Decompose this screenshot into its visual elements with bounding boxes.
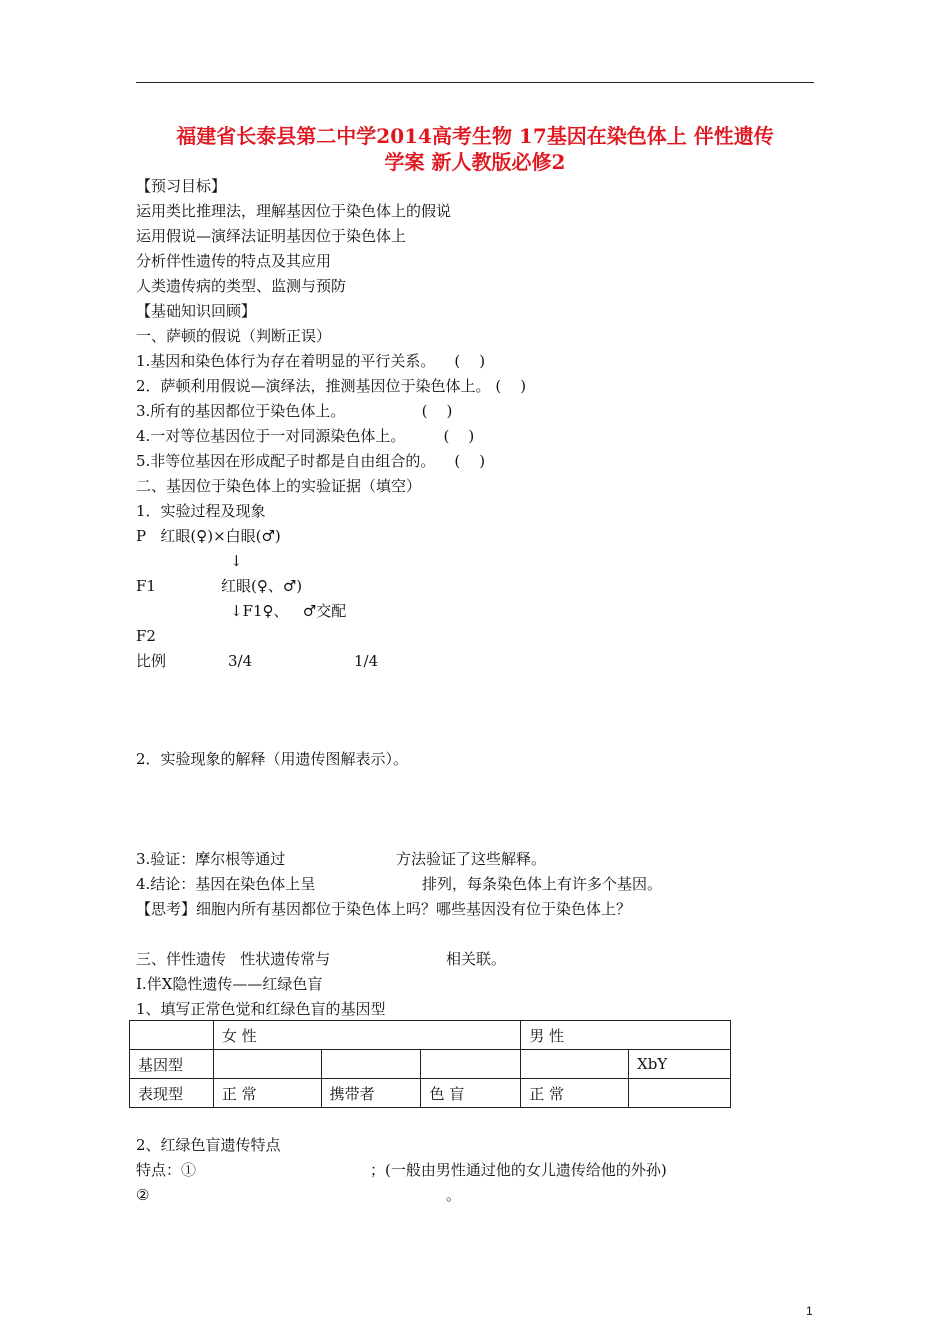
trait-1-end: ；(一般由男性通过他的女儿遗传给他的外孙): [370, 1161, 667, 1179]
table-header-row: [130, 1021, 731, 1050]
phenotype-cell: 色 盲: [421, 1079, 521, 1108]
phenotype-cell: 携带者: [321, 1079, 421, 1108]
table-row-genotype: [130, 1050, 731, 1079]
phenotype-cell: 正 常: [521, 1079, 629, 1108]
genotype-table: [129, 1020, 731, 1108]
subheading-explanation: 2．实验现象的解释（用遗传图解表示）。: [136, 750, 409, 768]
page-number: 1: [806, 1304, 813, 1318]
document-title-line-1: 福建省长泰县第二中学2014高考生物 17基因在染色体上 伴性遗传: [176, 124, 774, 148]
heading-experimental-evidence: 二、基因位于染色体上的实验证据（填空）: [136, 477, 422, 495]
trait-1: 特点：①: [136, 1161, 197, 1179]
heading-sex-linked-end: 相关联。: [446, 950, 507, 968]
cross-p-generation: P 红眼(♀)×白眼(♂): [136, 527, 281, 545]
trait-2-end: 。: [446, 1186, 462, 1204]
cross-f1-mating: ↓F1♀、 ♂交配: [230, 602, 347, 620]
phenotype-cell: [629, 1079, 731, 1108]
section-preview-goals: 【预习目标】: [136, 177, 227, 195]
table-header-male: 男 性: [521, 1021, 731, 1050]
document-title-line-2: 学案 新人教版必修2: [384, 150, 566, 174]
genotype-cell: XbY: [629, 1050, 731, 1079]
genotype-cell: [521, 1050, 629, 1079]
cross-f2-label: F2: [136, 627, 156, 645]
cross-ratio-label: 比例: [136, 652, 167, 670]
heading-sex-linked-inheritance: 三、伴性遗传 性状遗传常与: [136, 950, 331, 968]
phenotype-cell: 正 常: [213, 1079, 321, 1108]
row-label-genotype: 基因型: [130, 1050, 214, 1079]
subheading-experiment-process: 1．实验过程及现象: [136, 502, 266, 520]
header-rule: [136, 82, 814, 83]
down-arrow-icon: ↓: [230, 552, 243, 570]
heading-sutton-hypothesis: 一、萨顿的假说（判断正误）: [136, 327, 332, 345]
table-header-female: 女 性: [213, 1021, 520, 1050]
conclusion-line-end: 排列，每条染色体上有许多个基因。: [422, 875, 663, 893]
subheading-color-blindness-traits: 2、红绿色盲遗传特点: [136, 1136, 281, 1154]
cross-ratio-a: 3/4: [228, 652, 253, 670]
table-header-cell: [130, 1021, 214, 1050]
thinking-question: 【思考】细胞内所有基因都位于染色体上吗？哪些基因没有位于染色体上？: [136, 900, 632, 918]
trait-2: ②: [136, 1186, 150, 1204]
true-false-item-1: 1.基因和染色体行为存在着明显的平行关系。 ( ): [136, 352, 486, 370]
genotype-cell: [321, 1050, 421, 1079]
verification-line-end: 方法验证了这些解释。: [396, 850, 547, 868]
table-row-phenotype: [130, 1079, 731, 1108]
section-basic-review: 【基础知识回顾】: [136, 302, 257, 320]
cross-f1-phenotype: 红眼(♀、♂): [221, 577, 303, 595]
cross-ratio-b: 1/4: [354, 652, 379, 670]
goal-3: 分析伴性遗传的特点及其应用: [136, 252, 332, 270]
true-false-item-4: 4.一对等位基因位于一对同源染色体上。 ( ): [136, 427, 475, 445]
verification-line: 3.验证：摩尔根等通过: [136, 850, 286, 868]
cross-f1-label: F1: [136, 577, 156, 595]
goal-4: 人类遗传病的类型、监测与预防: [136, 277, 347, 295]
goal-2: 运用假说—演绎法证明基因位于染色体上: [136, 227, 407, 245]
true-false-item-2: 2．萨顿利用假说—演绎法，推测基因位于染色体上。 ( ): [136, 377, 527, 395]
genotype-cell: [421, 1050, 521, 1079]
conclusion-line: 4.结论：基因在染色体上呈: [136, 875, 316, 893]
row-label-phenotype: 表现型: [130, 1079, 214, 1108]
true-false-item-5: 5.非等位基因在形成配子时都是自由组合的。 ( ): [136, 452, 486, 470]
true-false-item-3: 3.所有的基因都位于染色体上。 ( ): [136, 402, 453, 420]
table-instruction: 1、填写正常色觉和红绿色盲的基因型: [136, 1000, 386, 1018]
genotype-cell: [213, 1050, 321, 1079]
goal-1: 运用类比推理法，理解基因位于染色体上的假说: [136, 202, 452, 220]
subheading-color-blindness: Ⅰ.伴Ⅹ隐性遗传——红绿色盲: [136, 975, 323, 993]
